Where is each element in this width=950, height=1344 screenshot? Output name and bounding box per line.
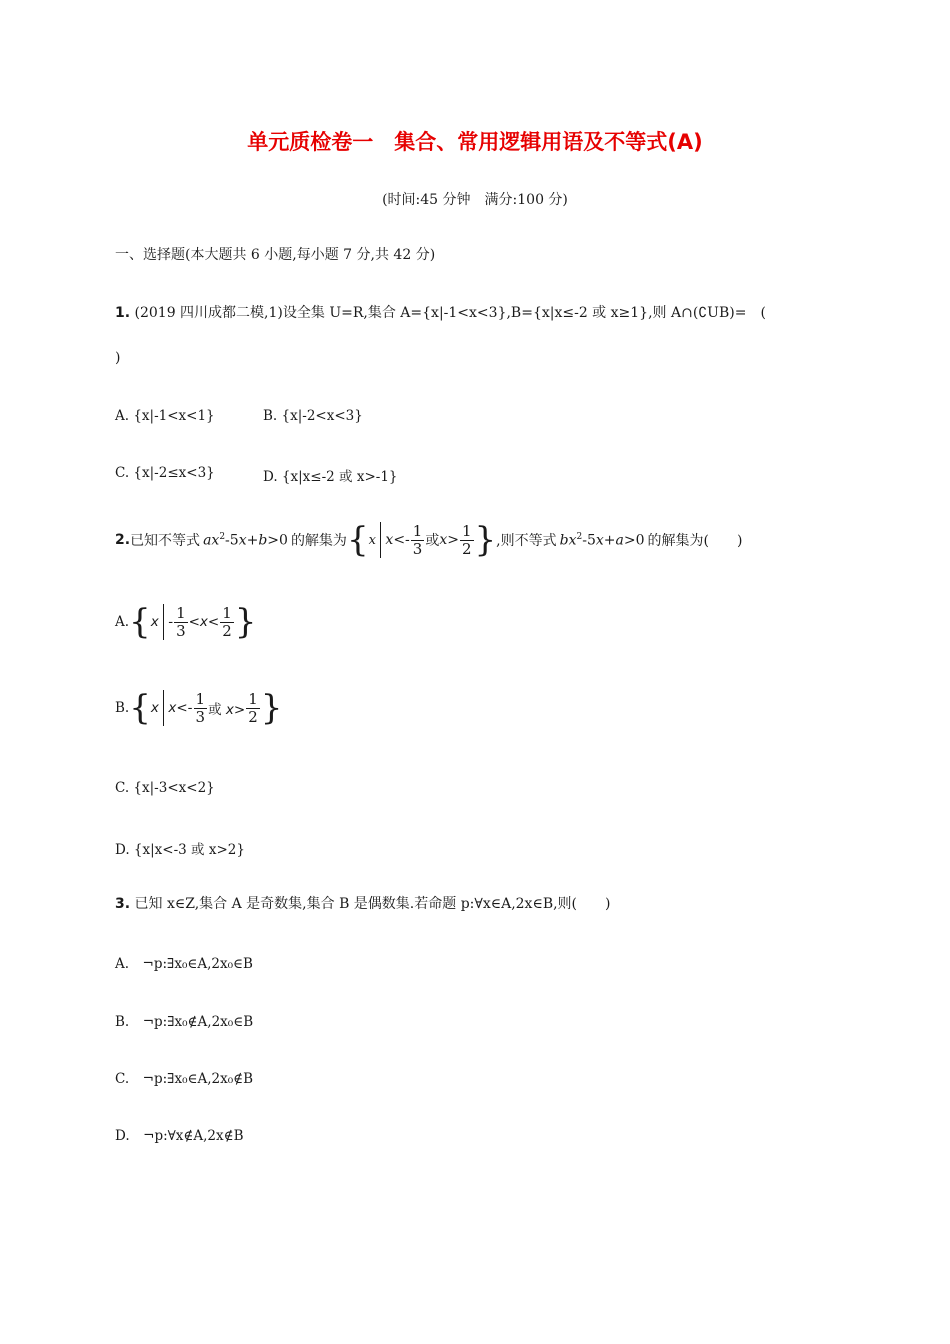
question-number: 1.: [115, 305, 131, 321]
inequality-1: $ax^2-5x+b>0$: [203, 531, 288, 549]
left-brace: {: [346, 520, 369, 560]
fraction-one-third: $\frac{1}{3}$: [176, 603, 186, 640]
question-source: (2019 四川成都二模,1): [134, 305, 283, 321]
question-1-paren: ): [115, 350, 121, 366]
fraction-one-half: $\frac{1}{2}$: [222, 603, 232, 640]
option-c: C. {x|-2≤x<3}: [115, 465, 215, 481]
question-text: 已知 x∈Z,集合 A 是奇数集,集合 B 是偶数集.若命题 p:∀x∈A,2x∈B,则( ): [134, 896, 611, 912]
page-title: 单元质检卷一 集合、常用逻辑用语及不等式(A): [247, 130, 703, 154]
option-d: D. {x|x≤-2 或 x>-1}: [263, 469, 398, 485]
fraction-one-half: $\frac{1}{2}$: [248, 689, 258, 726]
question-number: 2.: [115, 532, 131, 548]
question-2: 2. 已知不等式 $ax^2-5x+b>0$ 的解集为 { x x <- $\frac{1}{3}$ 或 x > $\frac{1}{2}$ } ,则不等式 $bx^2-5x+a>0$ 的解集为( ): [115, 520, 743, 560]
left-brace: {: [129, 602, 151, 642]
option-d: D. {x|x<-3 或 x>2}: [115, 842, 245, 858]
fraction-one-third: $\frac{1}{3}$: [195, 689, 206, 726]
question-number: 3.: [115, 896, 131, 912]
option-d: D. ¬p:∀x∉A,2x∉B: [115, 1128, 244, 1144]
question-text: 设全集 U=R,集合 A={x|-1<x<3},B={x|x≤-2 或 x≥1},则 A∩(∁UB)= (: [282, 305, 766, 321]
inequality-2: $bx^2-5x+a>0$: [559, 531, 645, 549]
question-text: 的解集为: [290, 533, 347, 549]
set-bar: [163, 690, 165, 726]
option-c: C. {x|-3<x<2}: [115, 780, 215, 796]
question-text: ,则不等式: [496, 533, 557, 549]
section-heading: 一、选择题(本大题共 6 小题,每小题 7 分,共 42 分): [115, 247, 436, 263]
set-bar: [380, 522, 382, 558]
option-label: A.: [115, 614, 130, 630]
option-b: B. { x x<- $\frac{1}{3}$ 或 x> $\frac{1}{2}$ }: [115, 688, 283, 728]
option-a: A. ¬p:∃x₀∈A,2x₀∈B: [115, 956, 253, 972]
exam-info: (时间:45 分钟 满分:100 分): [382, 192, 568, 208]
right-brace: }: [234, 602, 257, 642]
right-brace: }: [474, 520, 497, 560]
question-1: [115, 302, 766, 322]
question-3: [115, 893, 610, 913]
option-label: B.: [115, 700, 130, 716]
option-b: B. {x|-2<x<3}: [263, 408, 363, 424]
left-brace: {: [129, 688, 151, 728]
question-text: 的解集为( ): [647, 533, 743, 549]
right-brace: }: [260, 688, 283, 728]
option-a: A. {x|-1<x<1}: [115, 408, 215, 424]
set-bar: [163, 604, 165, 640]
option-c: C. ¬p:∃x₀∈A,2x₀∉B: [115, 1071, 254, 1087]
option-a: A. { x - $\frac{1}{3}$ <x< $\frac{1}{2}$ }: [115, 602, 257, 642]
option-b: B. ¬p:∃x₀∉A,2x₀∈B: [115, 1014, 254, 1030]
fraction-one-third: $\frac{1}{3}$: [412, 521, 423, 558]
question-text: 已知不等式: [130, 533, 201, 549]
fraction-one-half: $\frac{1}{2}$: [461, 521, 472, 558]
